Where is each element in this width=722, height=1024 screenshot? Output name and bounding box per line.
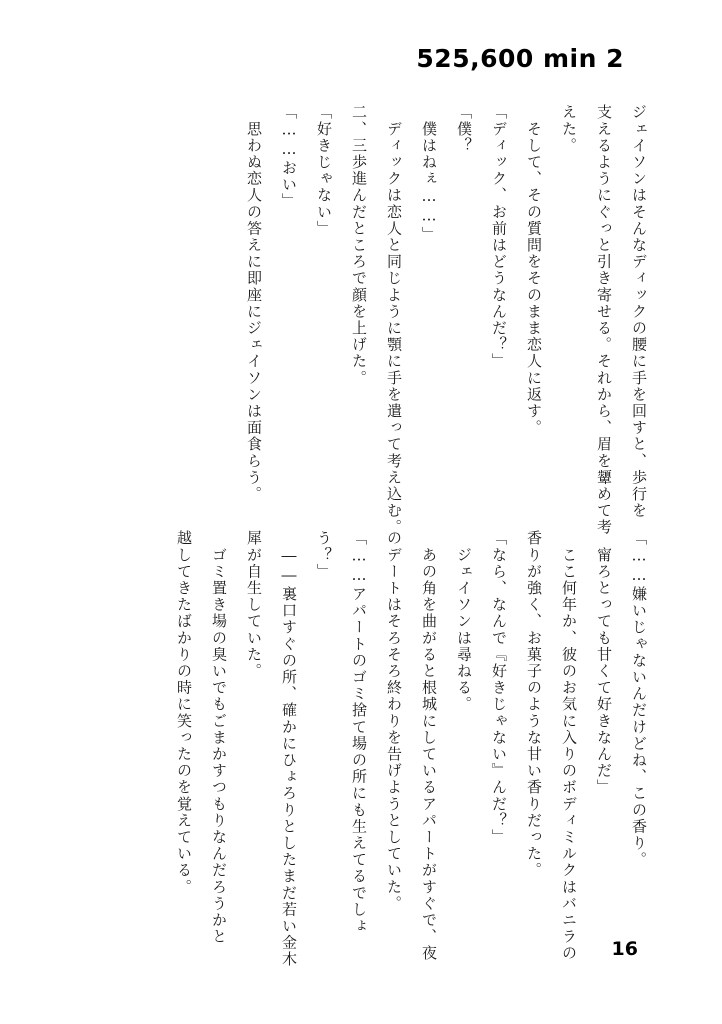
text-line: 「……嫌いじゃないんだけどね、この香り。 [630, 530, 648, 868]
text-line: 二、三歩進んだところで顔を上げた。 [350, 104, 368, 387]
running-header-title: 525,600 min 2 [416, 44, 624, 73]
page-number: 16 [611, 938, 638, 960]
text-line: ジェイソンは尋ねる。 [455, 530, 473, 713]
text-line: ゴミ置き場の臭いでもごまかすつもりなんだろうかと [210, 530, 228, 945]
text-line: ――裏口すぐの所、確かにひょろりとしたまだ若い金木 [280, 530, 298, 968]
text-line: のデートはそろそろ終わりを告げようとしていた。 [385, 530, 403, 912]
text-line: 「なら、なんで『好きじゃない』んだ？」 [490, 530, 508, 846]
text-line: 犀が自生していた。 [245, 530, 263, 680]
text-line: えた。 [560, 104, 578, 154]
text-line: 「ディック、お前はどうなんだ？」 [490, 104, 508, 370]
text-line: 越してきたばかりの時に笑ったのを覚えている。 [175, 530, 193, 896]
text-line: う？」 [315, 530, 333, 580]
text-line: 「僕？ [455, 104, 473, 154]
text-line: 甯ろとっても甘くて好きなんだ」 [595, 530, 613, 796]
text-line: 「……おい」 [280, 104, 298, 210]
text-line: ここ何年か、彼のお気に入りのボディミルクはバニラの [560, 530, 578, 962]
text-line: 僕はねぇ……」 [420, 104, 438, 243]
text-line: そして、その質問をそのまま恋人に返す。 [525, 104, 543, 436]
text-line: 「……アパートのゴミ捨て場の所にも生えてるでしょ [350, 530, 368, 935]
text-line: 「好きじゃない」 [315, 104, 333, 237]
text-block-upper [236, 104, 656, 536]
text-line: あの角を曲がると根城にしているアパートがすぐで、夜 [420, 530, 438, 962]
text-line: 思わぬ恋人の答えに即座にジェイソンは面食らう。 [245, 104, 263, 503]
text-line: 支えるようにぐっと引き寄せる。それから、眉を顰めて考 [595, 104, 613, 536]
text-line: ジェイソンはそんなディックの腰に手を回すと、歩行を [630, 104, 648, 519]
text-line: ディックは恋人と同じように顎に手を遣って考え込む。 [385, 104, 403, 536]
text-line: 香りが強く、お菓子のような甘い香りだった。 [525, 530, 543, 879]
